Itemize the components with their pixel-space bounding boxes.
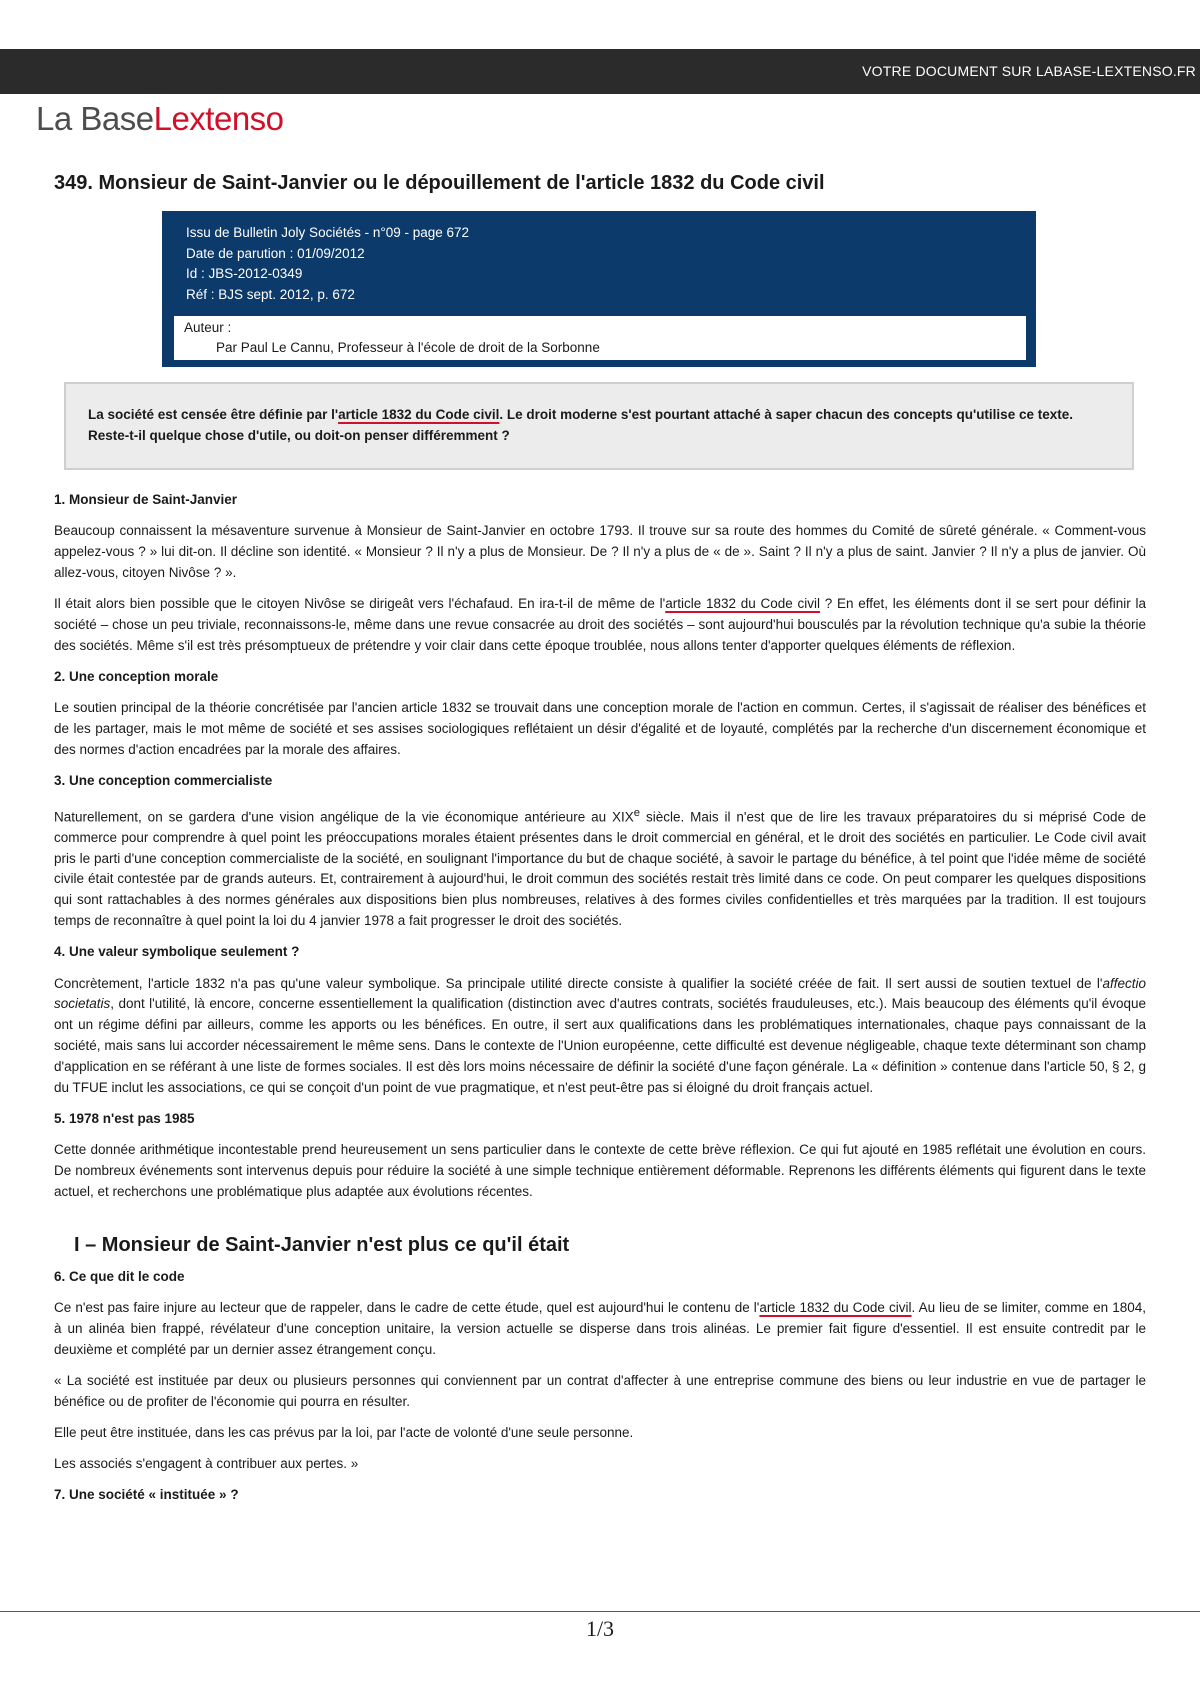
- text-span: Naturellement, on se gardera d'une vision angélique de la vie économique antérieure au XIX: [54, 809, 634, 825]
- quote-paragraph: Les associés s'engagent à contribuer aux pertes. »: [54, 1456, 359, 1472]
- text-span: Concrètement, l'article 1832 n'a pas qu'une valeur symbolique. Sa principale utilité directe consiste à qualifier la société créée de fait. Il sert aussi de soutien textuel de l': [54, 975, 1103, 991]
- banner-text: VOTRE DOCUMENT SUR LABASE-LEXTENSO.FR: [862, 63, 1196, 79]
- info-ref: Réf : BJS sept. 2012, p. 672: [186, 286, 355, 302]
- info-id: Id : JBS-2012-0349: [186, 266, 303, 281]
- paragraph: [54, 974, 1146, 1099]
- top-banner: [0, 49, 1200, 94]
- section-heading-5: 5. 1978 n'est pas 1985: [54, 1110, 195, 1126]
- logo: [36, 100, 284, 138]
- paragraph: Cette donnée arithmétique incontestable prend heureusement un sens particulier dans le contexte de cette brève réflexion. Ce qui fut ajouté en 1985 reflétait une évolution en cours. De nombreux événements sont intervenus depuis pour réduire la société à une simple technique entièrement déformable. Reprenons les différents éléments qui figurent dans le texte actuel, et recherchons une problématique plus adaptée aux évolutions récentes.: [54, 1142, 1146, 1199]
- text-span: . Au lieu de se limiter, comme en 1804, à un alinéa bien frappé, révélateur d'une conception unitaire, la version actuelle se disperse dans trois alinéas. Le premier fait figure d'essentiel. Il est ensuite contredit par le deuxième et complété par un dernier assez étrangement conçu.: [54, 1299, 1146, 1357]
- superscript: e: [633, 806, 641, 819]
- paragraph: [54, 803, 1146, 932]
- author-box: [174, 316, 1026, 360]
- article-1832-link[interactable]: article 1832 du Code civil: [759, 1299, 912, 1315]
- text-span: ? En effet, les éléments dont il se sert pour définir la société – chose un peu triviale, reconnaissons-le, même dans une revue consacrée au droit des sociétés – sont aujourd'hui bousculés par la révolution technique qu'a subie la théorie des sociétés. Même s'il est très présomptueux de prétendre y voir clair dans cette époque troublée, nous allons tenter d'apporter quelques éléments de réflexion.: [54, 596, 1147, 653]
- page-number: 1/3: [585, 1616, 615, 1641]
- quote-paragraph: Elle peut être instituée, dans les cas prévus par la loi, par l'acte de volonté d'une seule personne.: [54, 1424, 634, 1440]
- section-heading-3: 3. Une conception commercialiste: [54, 773, 273, 789]
- text-span: Il était alors bien possible que le citoyen Nivôse se dirigeât vers l'échafaud. En ira-t-il de même de l': [54, 596, 666, 612]
- paragraph: Beaucoup connaissent la mésaventure survenue à Monsieur de Saint-Janvier en octobre 1793. Il trouve sur sa route des hommes du Comité de sûreté générale. « Comment-vous appelez-vous ? » lui dit-on. Il décline son identité. « Monsieur ? Il n'y a plus de Monsieur. De ? Il n'y a plus de « de ». Saint ? Il n'y a plus de saint. Janvier ? Il n'y a plus de janvier. Où allez-vous, citoyen Nivôse ? ».: [54, 523, 1146, 580]
- abstract-text-after: . Le droit moderne s'est pourtant attaché à saper chacun des concepts qu'utilise ce texte. Reste-t-il quelque chose d'utile, ou doit-on penser différemment ?: [88, 407, 1073, 443]
- section-heading-1: 1. Monsieur de Saint-Janvier: [54, 492, 238, 507]
- author-label: Auteur :: [184, 320, 232, 335]
- section-heading-2: 2. Une conception morale: [54, 669, 219, 685]
- section-heading-7: 7. Une société « instituée » ?: [54, 1487, 239, 1503]
- footer-divider: [0, 1611, 1200, 1612]
- text-span: siècle. Mais il n'est que de lire les travaux préparatoires du si méprisé Code de commerce pour comprendre à quel point les préoccupations morales étaient présentes dans le droit commercial en général, et le droit des sociétés en particulier. Le Code civil avait pris le parti d'une conception commercialiste de la société, en soulignant l'importance du but de chaque société, à savoir le partage du bénéfice, à tel point que l'idée même de société civile était contestée par de grands auteurs. Et, contrairement à aujourd'hui, le droit commun des sociétés restait très limité dans ce code. On peut comparer les quelques dispositions qui sont rattachables à des normes générales aux dispositions bien plus nombreuses, relatives à des formes civiles confidentielles et très marquées par la tradition. Il est toujours temps de reconnaître à quel point la loi du 4 janvier 1978 a fait progresser le droit des sociétés.: [54, 809, 1146, 929]
- info-issue: Issu de Bulletin Joly Sociétés - n°09 - page 672: [186, 225, 470, 240]
- latin-term: affectio societatis: [54, 975, 1146, 1012]
- abstract-text: [88, 404, 1110, 446]
- section-heading-4: 4. Une valeur symbolique seulement ?: [54, 944, 300, 960]
- article-body: [54, 490, 1146, 1517]
- paragraph: [54, 594, 1146, 656]
- article-1832-link[interactable]: article 1832 du Code civil: [338, 407, 500, 422]
- abstract-box: [64, 382, 1134, 470]
- paragraph: [54, 1298, 1146, 1360]
- text-span: Ce n'est pas faire injure au lecteur que de rappeler, dans le cadre de cette étude, quel est aujourd'hui le contenu de l': [54, 1299, 760, 1315]
- abstract-text-before: La société est censée être définie par l': [88, 407, 339, 422]
- paragraph: Le soutien principal de la théorie concrétisée par l'ancien article 1832 se trouvait dans une conception morale de l'action en commun. Certes, il s'agissait de réaliser des bénéfices et de les partager, mais le mot même de société et ses assises sociologiques reflétaient un désir d'égalité et de loyauté, complétés par la recherche d'un discernement économique et des normes d'action encadrées par la morale des affaires.: [54, 700, 1146, 757]
- info-date: Date de parution : 01/09/2012: [186, 245, 365, 261]
- logo-part-la-base: La Base: [36, 100, 154, 137]
- page-title: 349. Monsieur de Saint-Janvier ou le dépouillement de l'article 1832 du Code civil: [54, 172, 825, 194]
- text-span: , dont l'utilité, là encore, concerne essentiellement la qualification (distinction avec d'autres contrats, sociétés frauduleuses, etc.). Mais beaucoup des éléments qu'il évoque ont un régime défini par ailleurs, comme les apports ou les bénéfices. En outre, il sert aux qualifications dans les problématiques internationales, chaque pays connaissant de la société, mais sans lui accorder nécessairement le même sens. Dans le contexte de l'Union européenne, cette difficulté est devenue négligeable, chaque texte déterminant son champ d'application en se référant à une liste de formes sociales. Il est dès lors moins nécessaire de définir la société d'une façon générale. La « définition » contenue dans l'article 50, § 2, g du TFUE inclut les associations, ce qui se conçoit d'un point de vue pragmatique, et n'est peut-être pas si éloigné du droit français actuel.: [54, 996, 1146, 1095]
- document-info-box: [162, 211, 1036, 367]
- quote-paragraph: « La société est instituée par deux ou plusieurs personnes qui conviennent par un contrat d'affecter à une entreprise commune des biens ou leur industrie en vue de partager le bénéfice ou de profiter de l'économie qui pourra en résulter.: [54, 1372, 1146, 1409]
- logo-part-lextenso: Lextenso: [153, 100, 284, 137]
- section-heading-6: 6. Ce que dit le code: [54, 1268, 185, 1284]
- part-heading-1: I – Monsieur de Saint-Janvier n'est plus ce qu'il était: [74, 1233, 570, 1256]
- article-1832-link[interactable]: article 1832 du Code civil: [665, 596, 820, 612]
- author-name: Par Paul Le Cannu, Professeur à l'école de droit de la Sorbonne: [216, 340, 600, 355]
